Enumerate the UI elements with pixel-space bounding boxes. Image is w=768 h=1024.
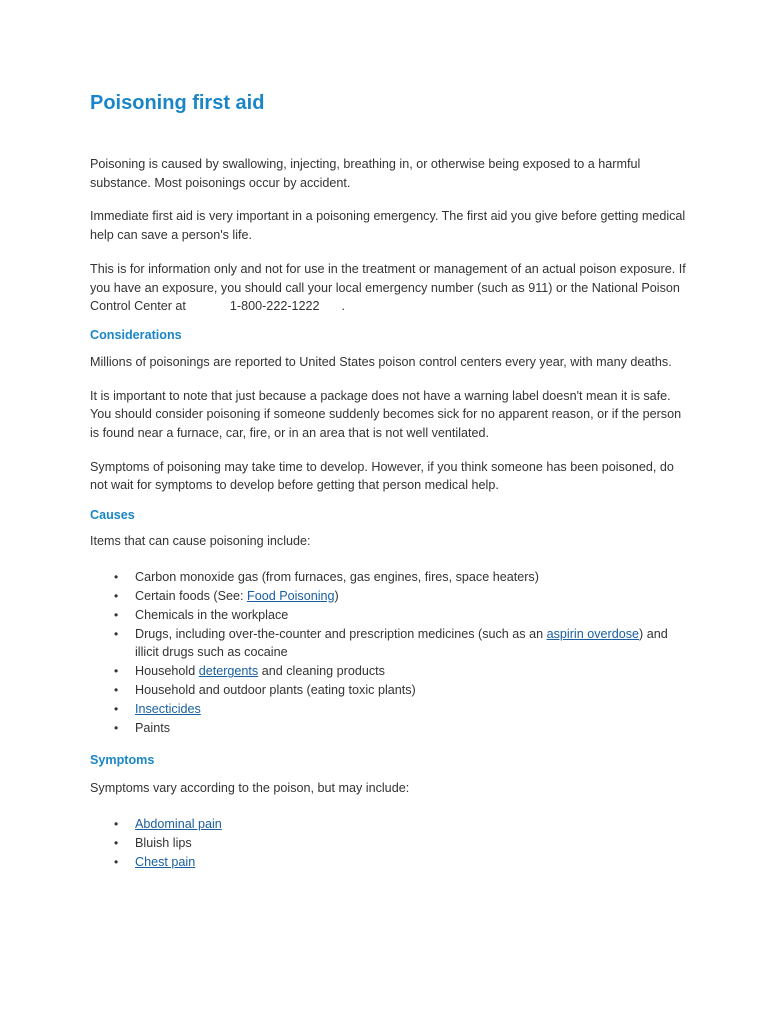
considerations-paragraph-1: Millions of poisonings are reported to United States poison control centers every year, with many deaths. — [90, 354, 672, 369]
bullet: • — [114, 702, 119, 717]
list-item: • Household detergents and cleaning products — [90, 662, 686, 681]
food-poisoning-link[interactable]: Food Poisoning — [247, 588, 335, 603]
intro-paragraph-3 — [90, 260, 686, 316]
bullet: • — [114, 569, 119, 584]
considerations-paragraph-2: It is important to note that just because a package does not have a warning label doesn't mean it is safe. You should consider poisoning if someone suddenly becomes sick for no apparent reason, or if the person is found near a furnace, car, fire, or in an area that is not well ventilated. — [90, 388, 682, 441]
symptoms-heading: Symptoms — [90, 753, 155, 767]
list-item: • Carbon monoxide gas (from furnaces, gas engines, fires, space heaters) — [90, 568, 686, 587]
bullet: • — [114, 626, 119, 641]
list-item — [90, 700, 686, 719]
aspirin-overdose-link[interactable]: aspirin overdose — [546, 626, 640, 641]
symptoms-intro: Symptoms vary according to the poison, but may include: — [90, 781, 410, 795]
insecticides-link[interactable]: Insecticides — [135, 702, 201, 717]
bullet: • — [114, 854, 119, 869]
list-item: • Paints — [90, 719, 686, 738]
bullet: • — [114, 835, 119, 850]
bullet: • — [114, 721, 119, 736]
list-item — [90, 815, 686, 834]
list-item: • Certain foods (See: Food Poisoning) — [90, 587, 686, 606]
causes-list — [90, 568, 686, 738]
chest-pain-link[interactable]: Chest pain — [135, 854, 196, 869]
disclaimer-end: . — [341, 299, 346, 314]
document-page — [90, 88, 686, 871]
list-item: • Drugs, including over-the-counter and prescription medicines (such as an aspirin overdose) and illicit drugs such as cocaine — [114, 626, 668, 660]
list-item — [90, 853, 686, 872]
bullet: • — [114, 664, 119, 679]
considerations-paragraph-3: Symptoms of poisoning may take time to develop. However, if you think someone has been poisoned, do not wait for symptoms to develop before getting that person medical help. — [90, 459, 674, 493]
bullet: • — [114, 816, 119, 831]
symptoms-list — [90, 815, 686, 872]
considerations-heading: Considerations — [90, 327, 182, 342]
disclaimer-text: This is for information only and not for use in the treatment or management of an actual poison exposure. If you have an exposure, you should call your local emergency number (such as 911) or the National Poison Control Center at — [90, 261, 686, 314]
bullet: • — [114, 588, 119, 603]
detergents-link[interactable]: detergents — [198, 664, 259, 679]
list-item: • Bluish lips — [90, 834, 686, 853]
bullet: • — [114, 607, 119, 622]
page-title: Poisoning first aid — [90, 92, 265, 114]
abdominal-pain-link[interactable]: Abdominal pain — [135, 816, 222, 831]
list-item: • Chemicals in the workplace — [90, 606, 686, 625]
poison-control-phone: 1-800-222-1222 — [229, 299, 320, 314]
causes-intro: Items that can cause poisoning include: — [90, 534, 311, 549]
causes-heading: Causes — [90, 508, 135, 523]
bullet: • — [114, 683, 119, 698]
intro-paragraph-2: Immediate first aid is very important in a poisoning emergency. The first aid you give before getting medical help can save a person's life. — [90, 209, 686, 243]
list-item: • Household and outdoor plants (eating toxic plants) — [90, 681, 686, 700]
intro-paragraph-1: Poisoning is caused by swallowing, injecting, breathing in, or otherwise being exposed to a harmful substance. Most poisonings occur by accident. — [90, 157, 641, 190]
